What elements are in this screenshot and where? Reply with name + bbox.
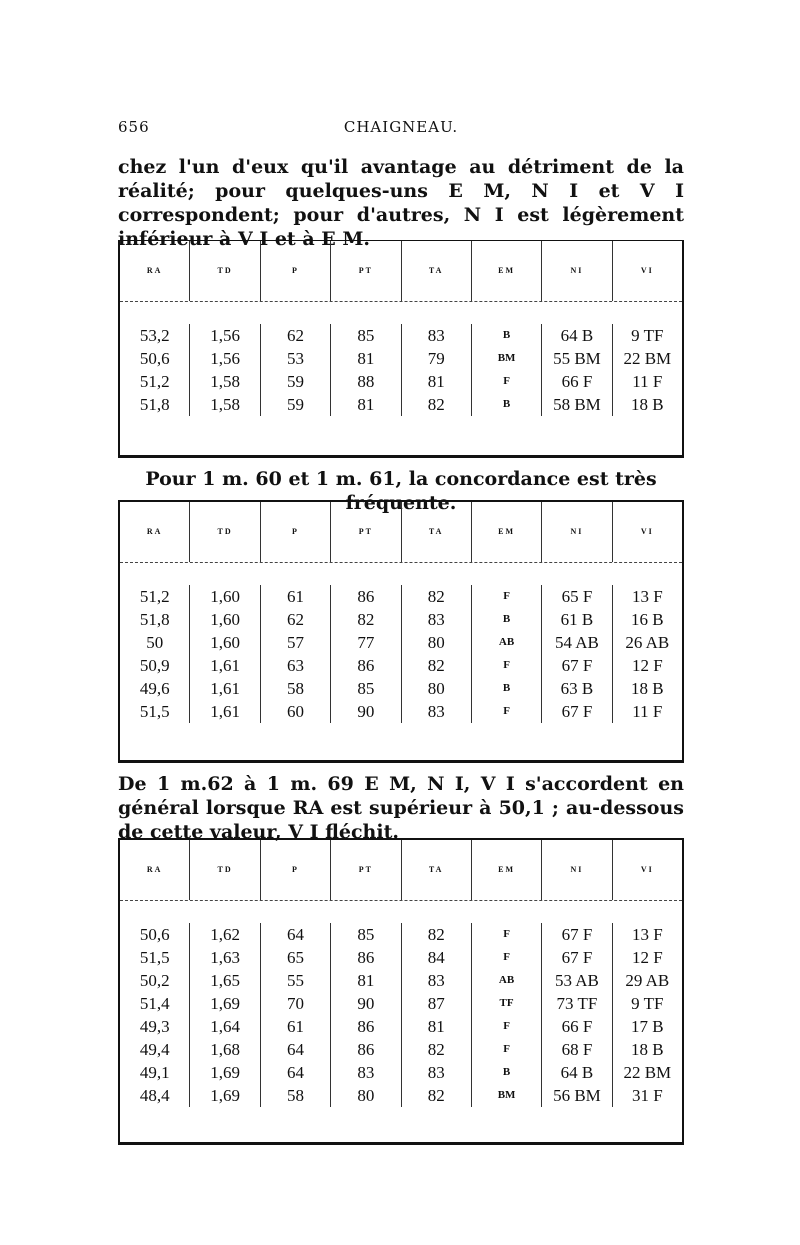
table-row [120,923,682,946]
table-cell: 53 [261,347,331,370]
table-cell: 49,6 [120,677,190,700]
table-cell: AB [472,631,542,654]
table-cell: 1,61 [190,654,260,677]
page-number: 656 [118,118,150,136]
paragraph-3: De 1 m.62 à 1 m. 69 E M, N I, V I s'accordent en général lorsque RA est supérieur à 50,1 ; au-dessous de cette valeur, V I fléchit. [118,773,684,843]
table-cell: 51,2 [120,370,190,393]
table-cell: 1,61 [190,677,260,700]
table-cell: 29 AB [625,971,670,990]
table-row [120,946,682,969]
table-row [120,700,682,723]
table-cell: 22 BM [623,1063,672,1082]
table-cell: 58 BM [542,393,612,416]
table-cell: 49,4 [120,1038,190,1061]
table-cell: 1,61 [190,700,260,723]
column-header: NI [542,241,612,301]
table-row [120,1015,682,1038]
column-header: TD [190,840,260,900]
table-cell: F [472,370,542,393]
column-header: TD [190,502,260,562]
table-cell: 1,63 [190,946,260,969]
table-row [120,347,682,370]
table-cell: 1,58 [190,393,260,416]
table-cell: 1,64 [190,1015,260,1038]
table-2 [118,500,684,763]
table-cell: 86 [331,1038,401,1061]
table-cell: 58 [261,1084,331,1107]
table-cell: 13 F [631,925,663,944]
table-cell: 18 B [631,1040,664,1059]
table-cell: B [472,324,542,347]
table-cell: 80 [331,1084,401,1107]
table-cell: 50,6 [120,347,190,370]
table-cell: 57 [261,631,331,654]
column-header: EM [472,502,542,562]
table-cell: 80 [402,631,472,654]
table-cell: 51,5 [120,946,190,969]
column-header: RA [120,840,190,900]
table-header-row [120,840,682,901]
column-header: EM [472,840,542,900]
table-cell: 63 [261,654,331,677]
table-cell: 51,2 [120,585,190,608]
table-cell: 1,60 [190,585,260,608]
table-cell: 82 [402,1084,472,1107]
column-header: TA [402,840,472,900]
table-cell: BM [472,347,542,370]
table-cell: 9 TF [631,326,664,345]
table-cell: 90 [331,700,401,723]
column-header: EM [472,241,542,301]
table-cell: 1,65 [190,969,260,992]
table-cell: 64 [261,1038,331,1061]
column-header: P [261,840,331,900]
table-cell: 86 [331,1015,401,1038]
table-cell: 51,8 [120,393,190,416]
table-cell: 13 F [631,587,663,606]
table-cell: F [472,923,542,946]
table-cell: 53,2 [120,324,190,347]
table-cell: 77 [331,631,401,654]
table-cell: 18 B [631,395,664,414]
table-cell: 83 [402,608,472,631]
table-cell: 83 [331,1061,401,1084]
table-cell: 50 [120,631,190,654]
table-cell: 49,3 [120,1015,190,1038]
table-cell: 81 [331,347,401,370]
table-cell: 90 [331,992,401,1015]
table-cell: 61 [261,585,331,608]
table-cell: 83 [402,969,472,992]
paragraph-2: Pour 1 m. 60 et 1 m. 61, la concordance est très fréquente. [145,468,657,514]
table-cell: 86 [331,654,401,677]
table-cell: 51,5 [120,700,190,723]
table-cell: 82 [402,923,472,946]
table-cell: 66 F [542,1015,612,1038]
table-3 [118,838,684,1145]
table-cell: 68 F [542,1038,612,1061]
table-cell: 88 [331,370,401,393]
table-row [120,969,682,992]
column-header: RA [120,502,190,562]
table-row [120,324,682,347]
table-cell: BM [472,1084,542,1107]
table-cell: 48,4 [120,1084,190,1107]
table-cell: F [472,654,542,677]
table-cell: 50,9 [120,654,190,677]
table-cell: 67 F [542,700,612,723]
table-cell: 62 [261,608,331,631]
column-header: TD [190,241,260,301]
column-header: VI [640,266,654,275]
table-cell: 82 [402,1038,472,1061]
table-cell: 11 F [632,702,663,721]
running-title: CHAIGNEAU. [343,118,459,136]
table-header-row [120,241,682,302]
table-cell: 83 [402,324,472,347]
table-cell: 83 [402,700,472,723]
table-cell: 64 [261,923,331,946]
table-cell: 1,58 [190,370,260,393]
table-cell: F [472,585,542,608]
table-row [120,393,682,416]
table-cell: B [472,1061,542,1084]
table-cell: 61 B [542,608,612,631]
table-cell: 86 [331,946,401,969]
table-cell: F [472,946,542,969]
table-cell: 1,60 [190,631,260,654]
table-cell: 80 [402,677,472,700]
table-cell: 1,68 [190,1038,260,1061]
table-cell: 65 F [542,585,612,608]
table-row [120,370,682,393]
table-row [120,608,682,631]
table-cell: 87 [402,992,472,1015]
table-row [120,1084,682,1107]
column-header: P [261,241,331,301]
table-cell: 64 B [542,1061,612,1084]
table-row [120,631,682,654]
table-cell: 83 [402,1061,472,1084]
table-row [120,1061,682,1084]
table-cell: 62 [261,324,331,347]
table-cell: 56 BM [542,1084,612,1107]
table-cell: 64 B [542,324,612,347]
table-cell: F [472,1038,542,1061]
table-cell: 9 TF [631,994,664,1013]
column-header: PT [331,241,401,301]
table-cell: 50,6 [120,923,190,946]
table-cell: 16 B [631,610,664,629]
table-cell: 85 [331,923,401,946]
table-cell: 12 F [631,948,663,967]
table-cell: 61 [261,1015,331,1038]
table-cell: 17 B [631,1017,664,1036]
table-cell: B [472,608,542,631]
table-cell: 73 TF [542,992,612,1015]
table-cell: 1,69 [190,992,260,1015]
table-cell: F [472,700,542,723]
table-cell: 1,56 [190,347,260,370]
paragraph-1: chez l'un d'eux qu'il avantage au détriment de la réalité; pour quelques-uns E M, N I et V I correspondent; pour d'autres, N I est légèrement inférieur à V I et à E M. [118,156,684,250]
table-cell: 55 [261,969,331,992]
table-cell: 1,56 [190,324,260,347]
table-1 [118,240,684,458]
column-header: NI [542,840,612,900]
column-header: NI [542,502,612,562]
table-cell: 85 [331,677,401,700]
table-cell: 60 [261,700,331,723]
table-row [120,677,682,700]
table-cell: 70 [261,992,331,1015]
table-cell: 12 F [631,656,663,675]
table-cell: TF [472,992,542,1015]
table-row [120,654,682,677]
column-header: TA [402,241,472,301]
table-cell: 82 [402,654,472,677]
table-cell: 79 [402,347,472,370]
table-row [120,1038,682,1061]
table-cell: 54 AB [542,631,612,654]
column-header: VI [640,865,654,874]
table-cell: 11 F [632,372,663,391]
table-cell: 53 AB [542,969,612,992]
table-cell: 55 BM [542,347,612,370]
table-cell: 82 [402,393,472,416]
table-cell: 81 [402,1015,472,1038]
table-header-row [120,502,682,563]
table-cell: 1,69 [190,1061,260,1084]
table-cell: 66 F [542,370,612,393]
column-header: RA [120,241,190,301]
column-header: VI [640,527,654,536]
table-cell: 63 B [542,677,612,700]
table-cell: 22 BM [623,349,672,368]
table-cell: 84 [402,946,472,969]
table-cell: 82 [331,608,401,631]
table-cell: F [472,1015,542,1038]
table-cell: 50,2 [120,969,190,992]
table-cell: 1,62 [190,923,260,946]
table-cell: 31 F [631,1086,663,1105]
table-cell: 85 [331,324,401,347]
table-cell: 51,8 [120,608,190,631]
table-cell: 26 AB [625,633,670,652]
table-cell: 67 F [542,923,612,946]
column-header: TA [402,502,472,562]
table-cell: B [472,677,542,700]
table-cell: 59 [261,393,331,416]
column-header: P [261,502,331,562]
table-row [120,992,682,1015]
table-cell: 67 F [542,654,612,677]
table-cell: 59 [261,370,331,393]
table-cell: 81 [402,370,472,393]
table-cell: 86 [331,585,401,608]
table-cell: 81 [331,393,401,416]
table-cell: AB [472,969,542,992]
table-cell: B [472,393,542,416]
table-cell: 51,4 [120,992,190,1015]
table-cell: 49,1 [120,1061,190,1084]
column-header: PT [331,840,401,900]
table-cell: 18 B [631,679,664,698]
table-cell: 64 [261,1061,331,1084]
column-header: PT [331,502,401,562]
table-cell: 65 [261,946,331,969]
table-cell: 1,60 [190,608,260,631]
table-cell: 67 F [542,946,612,969]
table-cell: 82 [402,585,472,608]
table-cell: 1,69 [190,1084,260,1107]
table-row [120,585,682,608]
table-cell: 58 [261,677,331,700]
table-cell: 81 [331,969,401,992]
